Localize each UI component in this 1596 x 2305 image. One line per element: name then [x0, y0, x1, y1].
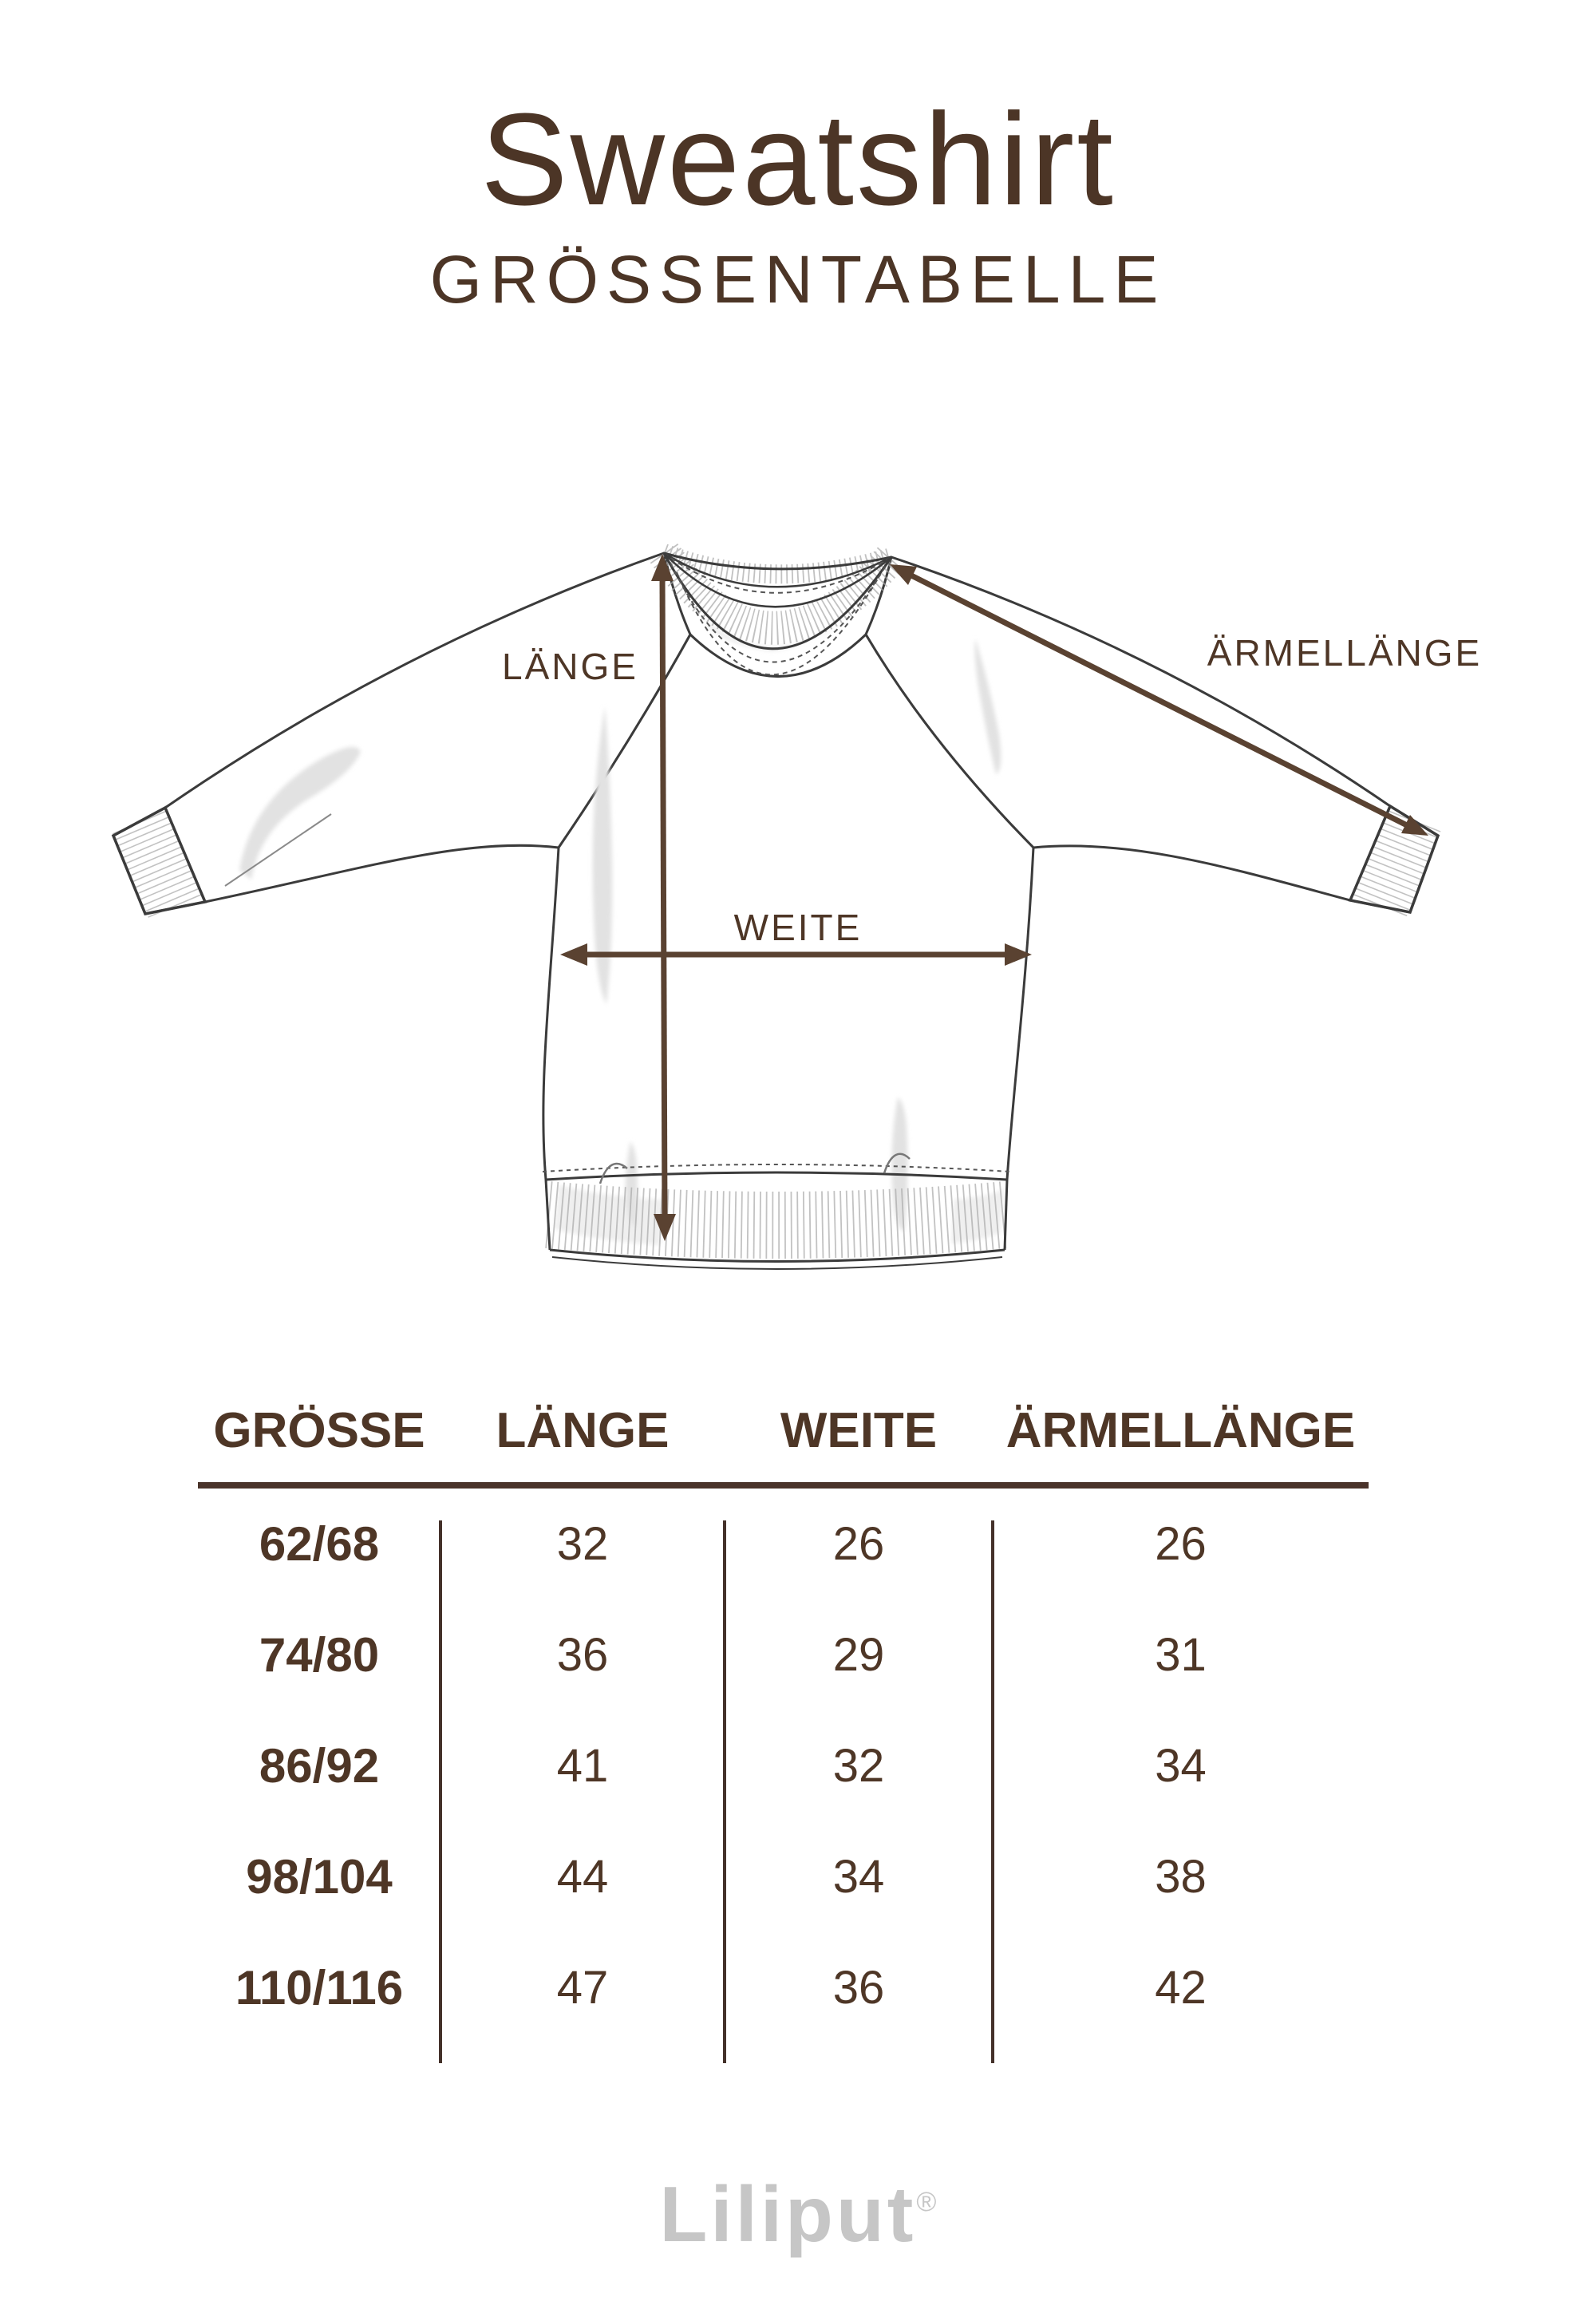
- table-row: [198, 1489, 1369, 1599]
- weite-label: WEITE: [733, 907, 863, 948]
- column-header-weite: WEITE: [780, 1402, 938, 1458]
- table-row: [198, 1599, 1369, 1710]
- cell-aermellaenge: 26: [1155, 1518, 1207, 1570]
- size-table-header: [198, 1394, 1369, 1467]
- laenge-label: LÄNGE: [502, 646, 638, 687]
- table-row: [198, 1821, 1369, 1932]
- column-divider: [991, 1520, 994, 2063]
- cell-groesse: 98/104: [246, 1850, 393, 1904]
- header-rule: [198, 1482, 1369, 1489]
- column-header-groesse: GRÖSSE: [213, 1402, 425, 1458]
- cell-weite: 36: [832, 1962, 885, 2014]
- cell-groesse: 62/68: [259, 1517, 380, 1571]
- aermellaenge-label: ÄRMELLÄNGE: [1207, 632, 1483, 674]
- cell-laenge: 32: [556, 1518, 609, 1570]
- page-header: [0, 86, 1596, 317]
- column-divider: [723, 1520, 726, 2063]
- cell-laenge: 44: [556, 1851, 609, 1903]
- column-header-laenge: LÄNGE: [496, 1402, 670, 1458]
- cell-aermellaenge: 38: [1155, 1851, 1207, 1903]
- cell-laenge: 36: [556, 1629, 609, 1681]
- brand-logo-text: Liliput: [659, 2170, 917, 2258]
- registered-trademark-icon: ®: [916, 2187, 937, 2217]
- cell-groesse: 110/116: [235, 1961, 404, 2014]
- cell-laenge: 41: [556, 1740, 609, 1792]
- column-header-aermellaenge: ÄRMELLÄNGE: [1005, 1402, 1356, 1458]
- cell-groesse: 74/80: [259, 1628, 380, 1682]
- size-table: [198, 1389, 1369, 2095]
- cell-weite: 26: [832, 1518, 885, 1570]
- cell-aermellaenge: 34: [1155, 1740, 1207, 1792]
- size-table-body: [198, 1489, 1369, 2095]
- table-row: [198, 1932, 1369, 2043]
- brand-logo: [0, 2169, 1596, 2260]
- page-subtitle: GRÖSSENTABELLE: [429, 242, 1167, 317]
- table-row: [198, 1710, 1369, 1821]
- cell-aermellaenge: 42: [1155, 1962, 1207, 2014]
- page-title: Sweatshirt: [480, 86, 1116, 232]
- sweatshirt-sketch: [0, 487, 1596, 1333]
- column-divider: [439, 1520, 442, 2063]
- cell-weite: 34: [832, 1851, 885, 1903]
- cell-laenge: 47: [556, 1962, 609, 2014]
- sweatshirt-diagram: [0, 487, 1596, 1333]
- cell-groesse: 86/92: [259, 1739, 380, 1793]
- cell-weite: 32: [832, 1740, 885, 1792]
- cell-weite: 29: [832, 1629, 885, 1681]
- cell-aermellaenge: 31: [1155, 1629, 1207, 1681]
